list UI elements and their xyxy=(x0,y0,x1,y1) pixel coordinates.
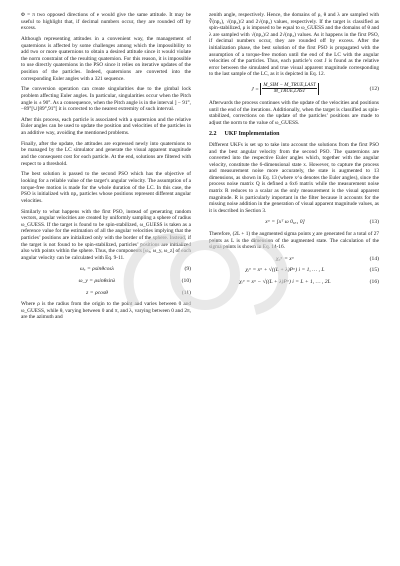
paragraph: After this process, each particle is associated with a quaternion and the relative Euler angles can be used to update the position and velocities of the particles in an additive way, avoiding the mentioned problems. xyxy=(21,116,191,137)
equation-number: (13) xyxy=(369,219,379,226)
eq-lhs: J = xyxy=(251,86,259,93)
paragraph: Afterwards the process continues with the update of the velocities and positions until the end of the iterations. Additionally, when the target is classified as spin-stabilized, corrections on the update of the particles’ positions are made to adjust the norm to the value of ω_GUESS. xyxy=(209,99,379,126)
eq-lhs: z xyxy=(86,289,89,296)
eq-body: xᵃ = [xᵀ ω 0₆ₓ₁ 0] xyxy=(265,219,305,226)
equation-14 xyxy=(209,256,379,263)
right-column xyxy=(209,12,379,291)
equation-11 xyxy=(21,290,191,297)
paragraph: Different UKFs is set up to take into account the solutions from the first PSO and the best angular velocity from the second PSO. The quaternions are converted into the respective Euler angles which, together with the angular velocity, constitute the 6-dimensional state x. However, to capture the process and measurement noise more accurately, the state is augmented to 13 dimensions, as shown in Eq. 13 (where x^a denotes the Euler angles), since the process noise matrix Q is defined a 6x6 matrix while the measurement noise matrix R reduces to a scalar as the only measurement is the visual apparent magnitude. R is particularly important in the filter because it accounts for the missing noise addition in the generation of visual apparent magnitude values, as it is described in Section 3. xyxy=(209,141,379,214)
paragraph: Although representing attitudes in a convenient way, the management of quaternions is affected by some challenges among which the impossibility to add two or more quaternions to obtain a desired attitude since it would violate the norm constraint of the resulting quaternion. For this reason, it is impossible to use directly quaternions in the PSO since it relies on iterative updates of the position of the particles. Indeed, quaternions are converted into the corresponding Euler angles with a 321 sequence. xyxy=(21,35,191,82)
eq-lhs: ωₓ xyxy=(80,266,86,273)
equation-16 xyxy=(209,279,379,286)
eq-rhs: = ρsinθsinλ xyxy=(89,277,116,284)
paragraph: Φ = π two opposed directions of e would give the same attitude. It may be useful to highlight that, if decimal numbers occur, they are rounded off by excess. xyxy=(21,12,191,32)
eq-rhs: = ρcosθ xyxy=(89,289,108,296)
eq-rhs: = ρsinθcosλ xyxy=(86,266,114,273)
equation-number: (10) xyxy=(181,277,191,284)
fraction-denominator: M_TRUE,LAST xyxy=(273,89,306,95)
equation-9 xyxy=(21,266,191,273)
paragraph: The conversion operation can create singularities due to the gimbal lock problem affecting Euler angles. In particular, singularities occur when the Pitch angle is ± 90°. As a consequence, when the Pitch angle is in the interval ] − 91°,−89°[∪]89°,91°[ it is corrected to the nearest extremity of such interval. xyxy=(21,86,191,113)
equation-13 xyxy=(209,219,379,226)
section-number: 2.2 xyxy=(209,131,217,138)
paragraph: Therefore, (2L + 1) the augmented sigma points χ are generated for a total of 27 points as L is the dimension of the augmented state. The calculation of the sigma points is shown in Eq. 14-16. xyxy=(209,231,379,251)
equation-12 xyxy=(209,83,379,95)
eq-body: χ₀ᵃ = xᵃ xyxy=(276,255,294,262)
section-title: UKF Implementation xyxy=(224,131,280,138)
left-column xyxy=(21,12,191,325)
equation-number: (9) xyxy=(184,266,191,273)
section-heading xyxy=(209,131,379,138)
paragraph: Similarly to what happens with the first PSO, instead of generating random vectors, angular velocities are created by uniformly sampling a sphere of radius ω_GUESS. If the target is found to be spin-stabilized, ω_GUESS is taken as a reference value for the estimation of all the angular velocities implying that the particles’ positions are initialized only with the border of the sphere. Instead, if the target is not found to be spin-stabilized, particles’ positions are initialized also with points within the sphere. Thus, the components [ωₓ, ω_y, ω_z] of each angular velocity can be calculated with Eq. 9-11. xyxy=(21,208,191,261)
absolute-value xyxy=(260,83,318,95)
equation-number: (14) xyxy=(369,255,379,262)
equation-number: (16) xyxy=(369,279,379,285)
equation-number: (11) xyxy=(181,289,191,296)
paragraph: zenith angle, respectively. Hence, the domains of ρ, θ and λ are sampled with ∛(np₂), √(np₂)/2 and 2√(np₂) values, respectively. If the target is classified as spin-stabilized, ρ is imposed to be equal to ω_GUESS and the domains of θ and λ are sampled with √(np₂)/2 and 2√(np₂) values. As it happens in the first PSO, if decimal numbers occur, they are rounded off by excess. After the initialization phase, the best solution of the first PSO is propagated with the assumption of a torque-free motion until the end of the LC with the angular velocities of the particles. Thus, each particle’s cost J is found as the relative error between the simulated and true visual apparent magnitude corresponding to the last sample of the LC, as it is depicted in Eq. 12. xyxy=(209,12,379,78)
equation-number: (15) xyxy=(369,267,379,274)
eq-body: χᵢᵃ = xᵃ − √((L + λ)Pᵃ) i = L + 1, … , 2L xyxy=(239,279,331,285)
eq-lhs: ω_y xyxy=(78,277,88,284)
eq-body: χᵢᵃ = xᵃ + √((L + λ)Pᵃ) i = 1, … , L xyxy=(245,267,325,274)
fraction xyxy=(262,83,316,95)
paragraph: Where ρ is the radius from the origin to the point and varies between 0 and ω_GUESS, while θ, varying between 0 and π, and λ, varying between 0 and 2π, are the azimuth and xyxy=(21,301,191,321)
paragraph: Finally, after the update, the attitudes are expressed newly into quaternions to be managed by the LC simulator and generate the visual apparent magnitude and the consequent cost for each particle. At the end, solutions are filtered with respect to a threshold. xyxy=(21,140,191,167)
equation-number: (12) xyxy=(369,85,379,92)
equation-10 xyxy=(21,278,191,285)
fraction-numerator: M_SIM − M_TRUE,LAST xyxy=(263,82,316,88)
equation-15 xyxy=(209,267,379,274)
paragraph: The best solution is passed to the second PSO which has the objective of looking for a reliable value of the target’s angular velocity. The assumption of a torque-free motion is made for the whole duration of the LC. In this case, the PSO is initialized with np₂ particles whose positions represent different angular velocities. xyxy=(21,171,191,204)
